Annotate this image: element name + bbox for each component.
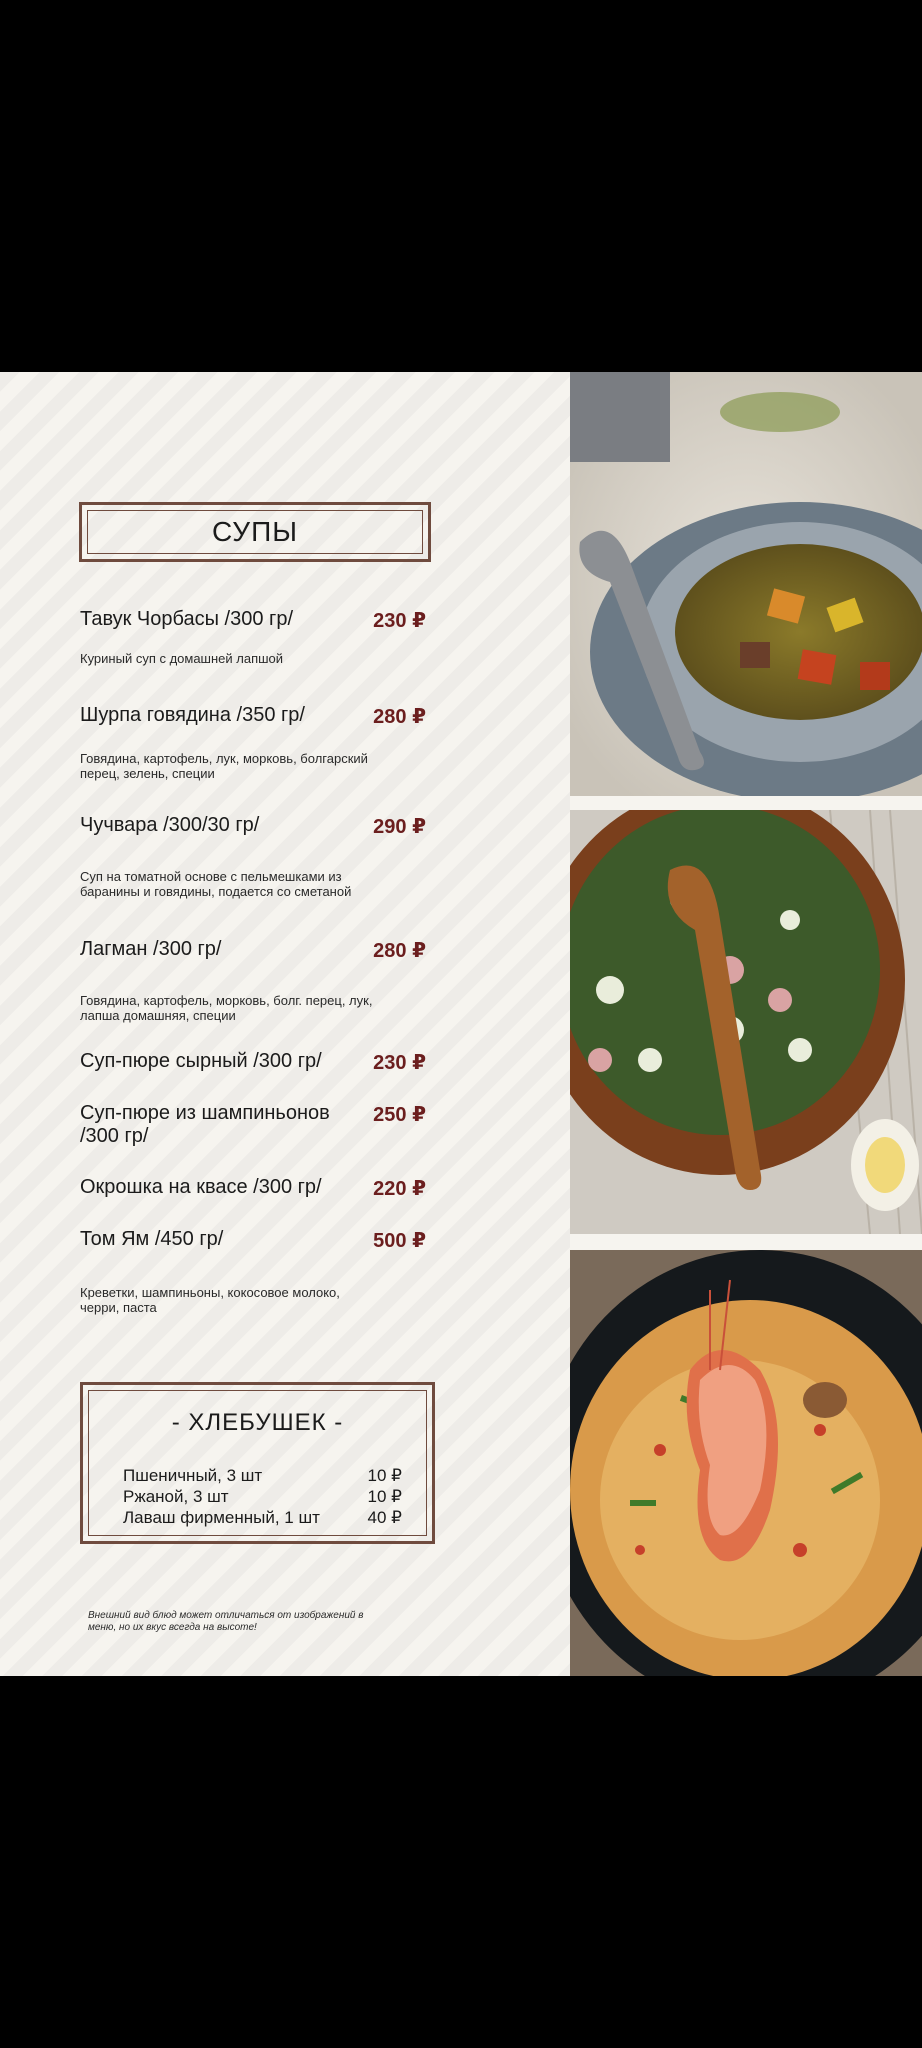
item-name: Том Ям /450 гр/ xyxy=(80,1228,224,1250)
menu-item-shurpa xyxy=(80,704,430,781)
bread-price: 10 ₽ xyxy=(367,1487,402,1506)
bread-name: Пшеничный, 3 шт xyxy=(123,1466,263,1485)
item-name: Шурпа говядина /350 гр/ xyxy=(80,704,305,726)
menu-item-mushroom-soup xyxy=(80,1102,430,1148)
item-description: Куриный суп с домашней лапшой xyxy=(80,651,284,666)
item-description: Креветки, шампиньоны, кокосовое молоко, черри, паста xyxy=(80,1285,340,1315)
menu-page xyxy=(0,372,922,1676)
section-title: СУПЫ xyxy=(212,516,298,547)
item-price: 500 ₽ xyxy=(373,1230,426,1252)
item-name: Чучвара /300/30 гр/ xyxy=(80,814,260,836)
bread-name: Ржаной, 3 шт xyxy=(123,1487,229,1506)
item-price: 220 ₽ xyxy=(373,1178,426,1200)
disclaimer: Внешний вид блюд может отличаться от изображений в меню, но их вкус всегда на высоте! xyxy=(88,1610,364,1633)
menu-item-cheese-soup xyxy=(80,1050,430,1073)
item-name: Тавук Чорбасы /300 гр/ xyxy=(80,608,294,630)
menu-item-chuchvara xyxy=(80,814,430,899)
bread-row xyxy=(123,1465,402,1486)
tom-yam-photo xyxy=(570,1250,922,1676)
menu-item-okroshka xyxy=(80,1176,430,1199)
item-price: 230 ₽ xyxy=(373,610,426,632)
item-name: Окрошка на квасе /300 гр/ xyxy=(80,1176,322,1198)
item-description: Говядина, картофель, лук, морковь, болгарский перец, зелень, специи xyxy=(80,751,368,781)
bread-list xyxy=(123,1465,402,1528)
item-price: 230 ₽ xyxy=(373,1052,426,1074)
section-title-box xyxy=(79,502,431,562)
item-price: 290 ₽ xyxy=(373,816,426,838)
item-description: Говядина, картофель, морковь, болг. перец, лук, лапша домашняя, специи xyxy=(80,993,373,1023)
item-name: Суп-пюре сырный /300 гр/ xyxy=(80,1050,322,1072)
menu-item-lagman xyxy=(80,938,430,1023)
menu-item-tavuk xyxy=(80,608,430,666)
item-name: Суп-пюре из шампиньонов /300 гр/ xyxy=(80,1102,330,1147)
item-description: Суп на томатной основе с пельмешками из баранины и говядины, подается со сметаной xyxy=(80,869,352,899)
bread-row xyxy=(123,1486,402,1507)
item-price: 280 ₽ xyxy=(373,706,426,728)
bread-title: - ХЛЕБУШЕК - xyxy=(171,1409,344,1436)
item-name: Лагман /300 гр/ xyxy=(80,938,222,960)
item-price: 280 ₽ xyxy=(373,940,426,962)
menu-left-panel xyxy=(0,372,570,1676)
bread-price: 10 ₽ xyxy=(367,1466,402,1485)
item-price: 250 ₽ xyxy=(373,1104,426,1126)
okroshka-bowl-photo xyxy=(570,810,922,1234)
bread-row xyxy=(123,1507,402,1528)
soup-bowl-photo xyxy=(570,372,922,796)
bread-name: Лаваш фирменный, 1 шт xyxy=(123,1508,320,1527)
bread-box xyxy=(80,1382,435,1544)
menu-photo-panel xyxy=(570,372,922,1676)
bread-price: 40 ₽ xyxy=(367,1508,402,1527)
menu-item-tom-yam xyxy=(80,1228,430,1315)
